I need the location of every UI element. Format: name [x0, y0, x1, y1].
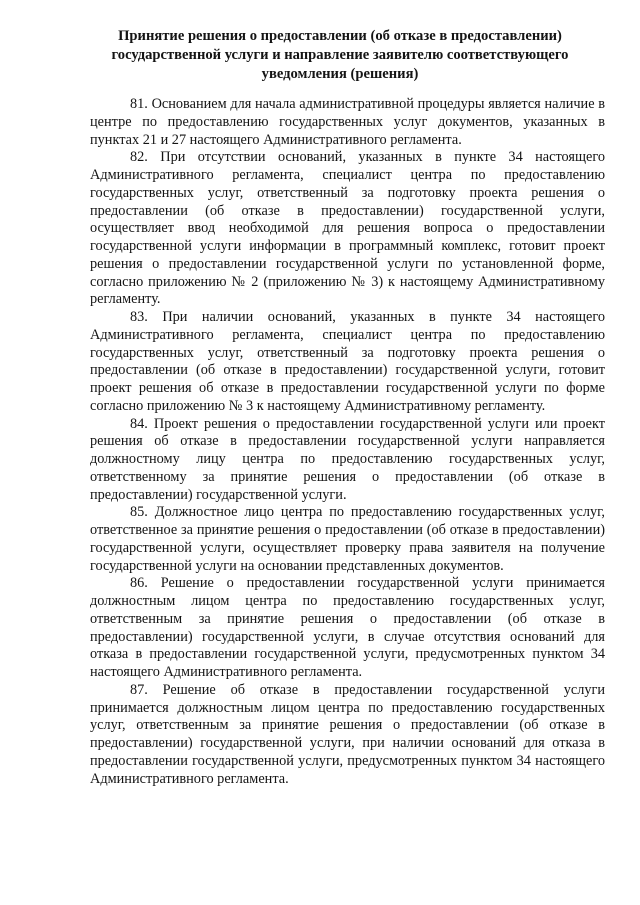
section-title: Принятие решения о предоставлении (об отказе в предоставлении) государственной услуги и направление заявителю соответствующего уведомления (решения) — [111, 28, 569, 82]
paragraph-85: 85. Должностное лицо центра по предоставлению государственных услуг, ответственное за принятие решения о предоставлении (об отказе в предоставлении) государственной услуги, осуществляет проверку права заявителя на получение государственной услуги на основании представленных документов. — [90, 504, 605, 574]
paragraph-81: 81. Основанием для начала административной процедуры является наличие в центре по предоставлению государственных услуг документов, указанных в пунктах 21 и 27 настоящего Административного регламента. — [90, 96, 605, 148]
document-body — [90, 96, 605, 788]
paragraph-86: 86. Решение о предоставлении государственной услуги принимается должностным лицом центра по предоставлению государственных услуг, ответственным за принятие решения о предоставлении (об отказе в предоставлении) государственной услуги, в случае отсутствия оснований для отказа в предоставлении государственной услуги, предусмотренных пунктом 34 настоящего Административного регламента. — [90, 575, 605, 680]
paragraph-84: 84. Проект решения о предоставлении государственной услуги или проект решения об отказе в предоставлении государственной услуги направляется должностному лицу центра по предоставлению государственных услуг, ответственному за принятие решения о предоставлении (об отказе в предоставлении) государственной услуги. — [90, 415, 605, 503]
paragraph-87: 87. Решение об отказе в предоставлении государственной услуги принимается должностным лицом центра по предоставлению государственных услуг, ответственным за принятие решения о предоставлении (об отказе в предоставлении) государственной услуги, при наличии оснований для отказа в предоставлении государственной услуги, предусмотренных пунктом 34 настоящего Административного регламента. — [90, 681, 605, 787]
paragraph-83: 83. При наличии оснований, указанных в пункте 34 настоящего Административного регламента, специалист центра по предоставлению государственных услуг, ответственный за подготовку проекта решения о предоставлении (об отказе в предоставлении) государственной услуги, готовит проект решения об отказе в предоставлении государственной услуги по форме согласно приложению № 3 к настоящему Административному регламенту. — [90, 309, 605, 414]
paragraph-82: 82. При отсутствии оснований, указанных в пункте 34 настоящего Административного регламента, специалист центра по предоставлению государственных услуг, ответственный за подготовку проекта решения о предоставлении (об отказе в предоставлении) государственной услуги, осуществляет ввод необходимой для решения вопроса о предоставлении государственной услуги информации в программный комплекс, готовит проект решения о предоставлении государственной услуги по установленной форме, согласно приложению № 2 (приложению № 3) к настоящему Административному регламенту. — [90, 149, 605, 308]
